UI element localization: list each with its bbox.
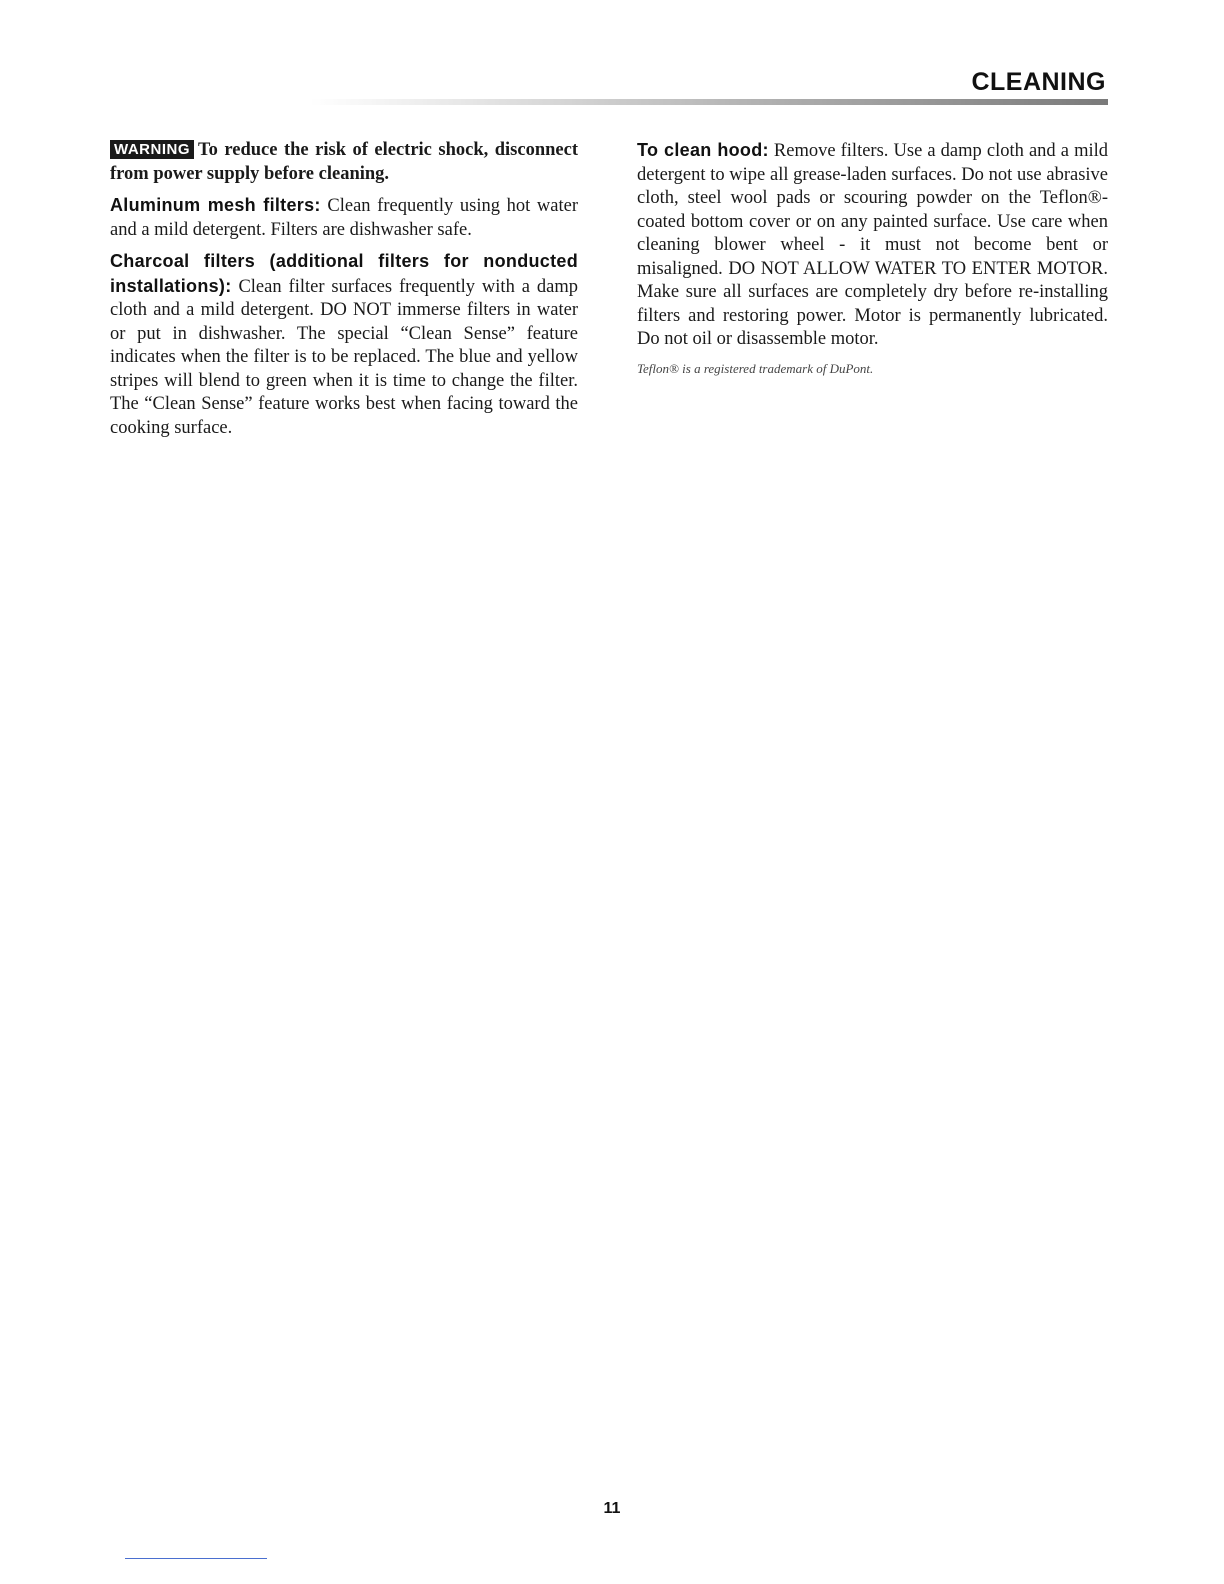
section-title: CLEANING xyxy=(971,68,1106,96)
warning-paragraph xyxy=(110,139,578,186)
right-column xyxy=(637,139,1108,386)
page-number: 11 xyxy=(603,1500,621,1517)
title-rule xyxy=(310,99,1108,105)
bottom-rule xyxy=(125,1558,267,1559)
trademark-note: Teflon® is a registered trademark of DuPont. xyxy=(637,360,874,376)
left-column xyxy=(110,139,578,448)
aluminum-filters-heading: Aluminum mesh filters: xyxy=(110,195,321,215)
aluminum-filters-text: Clean frequently using hot water and a mild detergent. Filters are dishwasher safe. xyxy=(110,196,578,240)
clean-hood-text: Remove filters. Use a damp cloth and a mild detergent to wipe all grease-laden surfaces. Do not use abrasive cloth, steel wool pads or scouring powder on the Teflon®-coated bottom cover or on any painted surface. Use care when cleaning blower wheel - it must not become bent or misaligned. DO NOT ALLOW WATER TO ENTER MOTOR. Make sure all surfaces are completely dry before re-installing filters and restoring power. Motor is permanently lubricated. Do not oil or disassemble motor. xyxy=(637,141,1108,349)
aluminum-filters-paragraph xyxy=(110,194,578,242)
clean-hood-heading: To clean hood: xyxy=(637,140,769,160)
warning-text: To reduce the risk of electric shock, disconnect from power supply before cleaning. xyxy=(110,140,578,184)
charcoal-filters-paragraph xyxy=(110,250,578,440)
charcoal-filters-heading: Charcoal filters (additional filters for nonducted installations): xyxy=(110,251,578,296)
clean-hood-paragraph xyxy=(637,139,1108,352)
warning-badge: WARNING xyxy=(110,140,194,159)
charcoal-filters-text: Clean filter surfaces frequently with a damp cloth and a mild detergent. DO NOT immerse filters in water or put in dishwasher. The special “Clean Sense” feature indicates when the filter is to be replaced. The blue and yellow stripes will blend to green when it is time to change the filter. The “Clean Sense” feature works best when facing toward the cooking surface. xyxy=(110,276,578,438)
